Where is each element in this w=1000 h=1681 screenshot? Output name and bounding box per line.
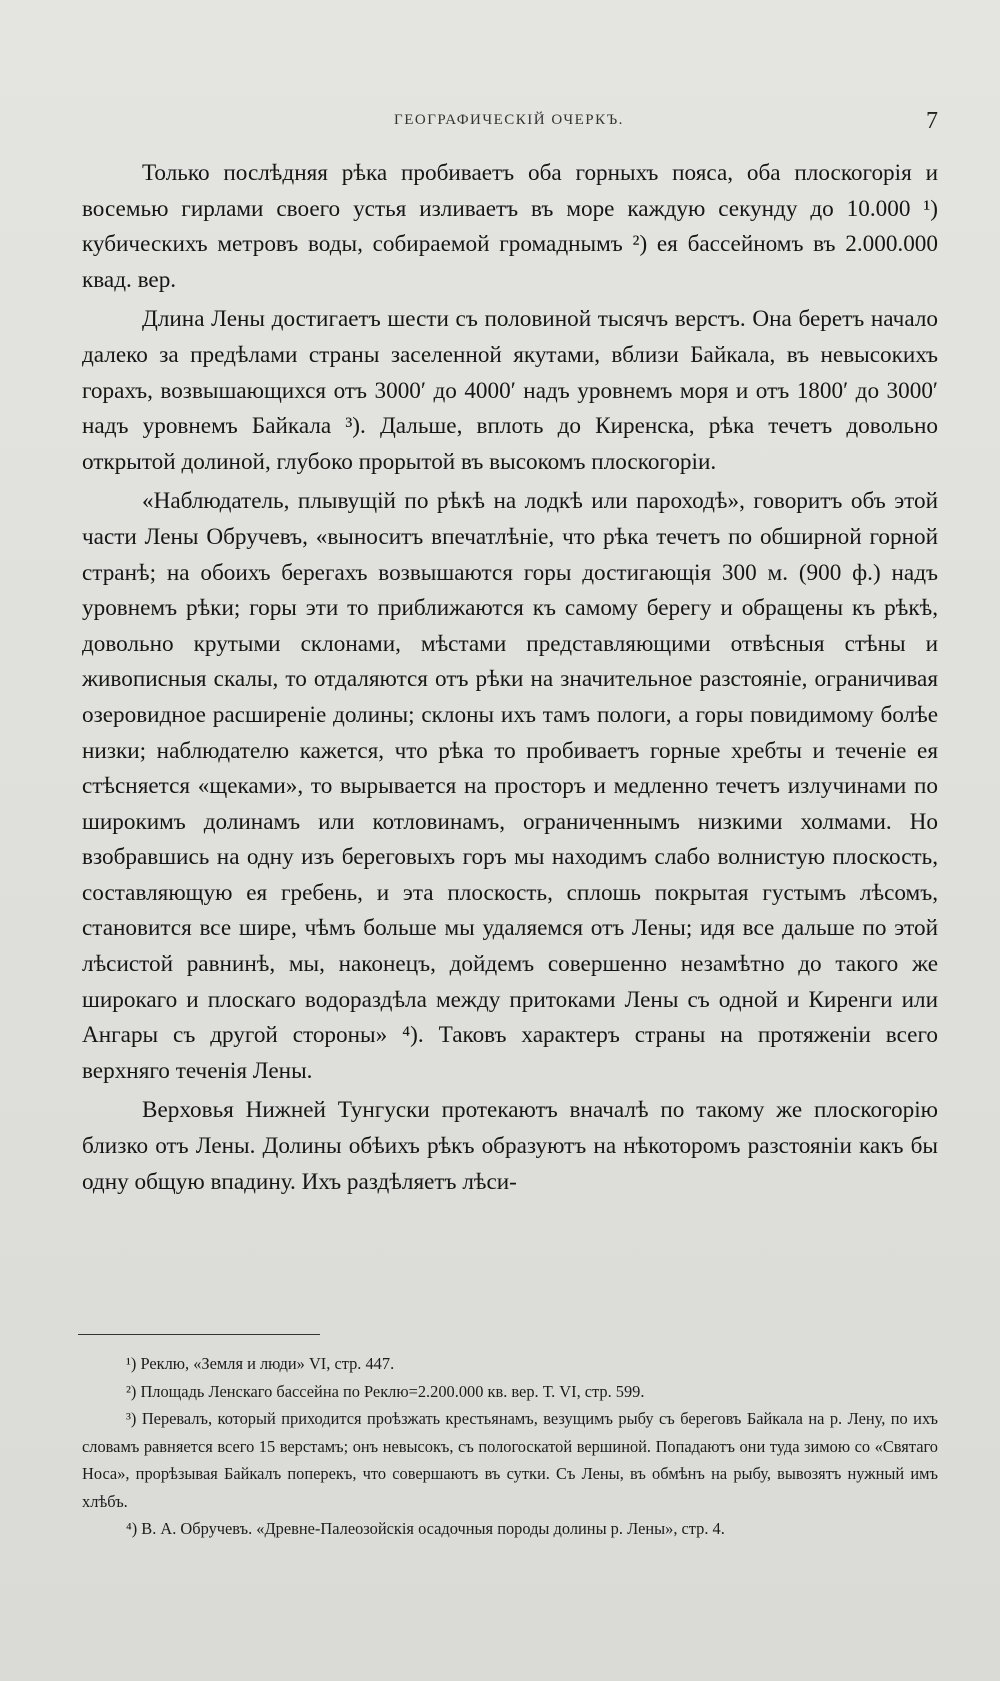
page-number: 7	[926, 108, 938, 134]
footnotes	[82, 1350, 938, 1543]
paragraph: Длина Лены достигаетъ шести съ половиной тысячъ верстъ. Она беретъ начало далеко за предѣлами страны заселенной якутами, вблизи Байкала, въ невысокихъ горахъ, возвышающихся отъ 3000′ до 4000′ надъ уровнемъ моря и отъ 1800′ до 3000′ надъ уровнемъ Байкала ³). Дальше, вплоть до Киренска, рѣка течетъ довольно открытой долиной, глубоко прорытой въ высокомъ плоскогоріи.	[82, 306, 938, 475]
footnote: ²) Площадь Ленскаго бассейна по Реклю=2.200.000 кв. вер. Т. VI, стр. 599.	[126, 1381, 645, 1401]
paragraph: «Наблюдатель, плывущій по рѣкѣ на лодкѣ или пароходѣ», говоритъ объ этой части Лены Обручевъ, «выноситъ впечатлѣніе, что рѣка течетъ по обширной горной странѣ; на обоихъ берегахъ возвышаются горы достигающія 300 м. (900 ф.) надъ уровнемъ рѣки; горы эти то приближаются къ самому берегу и обращены къ рѣкѣ, довольно крутыми склонами, мѣстами представляющими отвѣсныя стѣны и живописныя скалы, то отдаляются отъ рѣки на значительное разстояніе, ограничивая озеровидное расширеніе долины; склоны ихъ тамъ пологи, а горы повидимому болѣе низки; наблюдателю кажется, что рѣка то пробиваетъ горные хребты и теченіе ея стѣсняется «щеками», то вырывается на просторъ и медленно течетъ излучинами по широкимъ долинамъ или котловинамъ, ограниченнымъ низкими холмами. Но взобравшись на одну изъ береговыхъ горъ мы находимъ слабо волнистую плоскость, составляющую ея гребень, и эта плоскость, сплошь покрытая густымъ лѣсомъ, становится все шире, чѣмъ больше мы удаляемся отъ Лены; идя все дальше по этой лѣсистой равнинѣ, мы, наконецъ, дойдемъ совершенно незамѣтно до такого же широкаго и плоскаго водораздѣла между притоками Лены съ одной и Киренги или Ангары съ другой стороны» ⁴). Таковъ характеръ страны на протяженіи всего верхняго теченія Лены.	[82, 488, 938, 1084]
footnote: ³) Перевалъ, который приходится проѣзжать крестьянамъ, везущимъ рыбу съ береговъ Байкала на р. Лену, по ихъ словамъ равняется всего 15 верстамъ; онъ невысокъ, съ пологоскатой вершиной. Попадаютъ они туда зимою со «Святаго Носа», прорѣзывая Байкалъ поперекъ, что совершаютъ въ сутки. Съ Лены, въ обмѣнъ на рыбу, вывозятъ нужный имъ хлѣбъ.	[82, 1409, 938, 1511]
page-header	[80, 108, 938, 140]
footnote: ⁴) В. А. Обручевъ. «Древне-Палеозойскія осадочныя породы долины р. Лены», стр. 4.	[126, 1519, 725, 1538]
paragraph: Верховья Нижней Тунгуски протекаютъ вначалѣ по такому же плоскогорію близко отъ Лены. Долины обѣихъ рѣкъ образуютъ на нѣкоторомъ разстояніи какъ бы одну общую впадину. Ихъ раздѣляетъ лѣси-	[82, 1097, 938, 1195]
footnote: ¹) Реклю, «Земля и люди» VI, стр. 447.	[126, 1354, 395, 1373]
main-text	[82, 156, 938, 1204]
paragraph: Только послѣдняя рѣка пробиваетъ оба горныхъ пояса, оба плоскогорія и восемью гирлами своего устья изливаетъ въ море каждую секунду до 10.000 ¹) кубическихъ метровъ воды, собираемой громаднымъ ²) ея бассейномъ въ 2.000.000 квад. вер.	[82, 160, 938, 293]
footnote-divider	[78, 1334, 320, 1335]
running-title: ГЕОГРАФИЧЕСКІЙ ОЧЕРКЪ.	[394, 112, 624, 128]
